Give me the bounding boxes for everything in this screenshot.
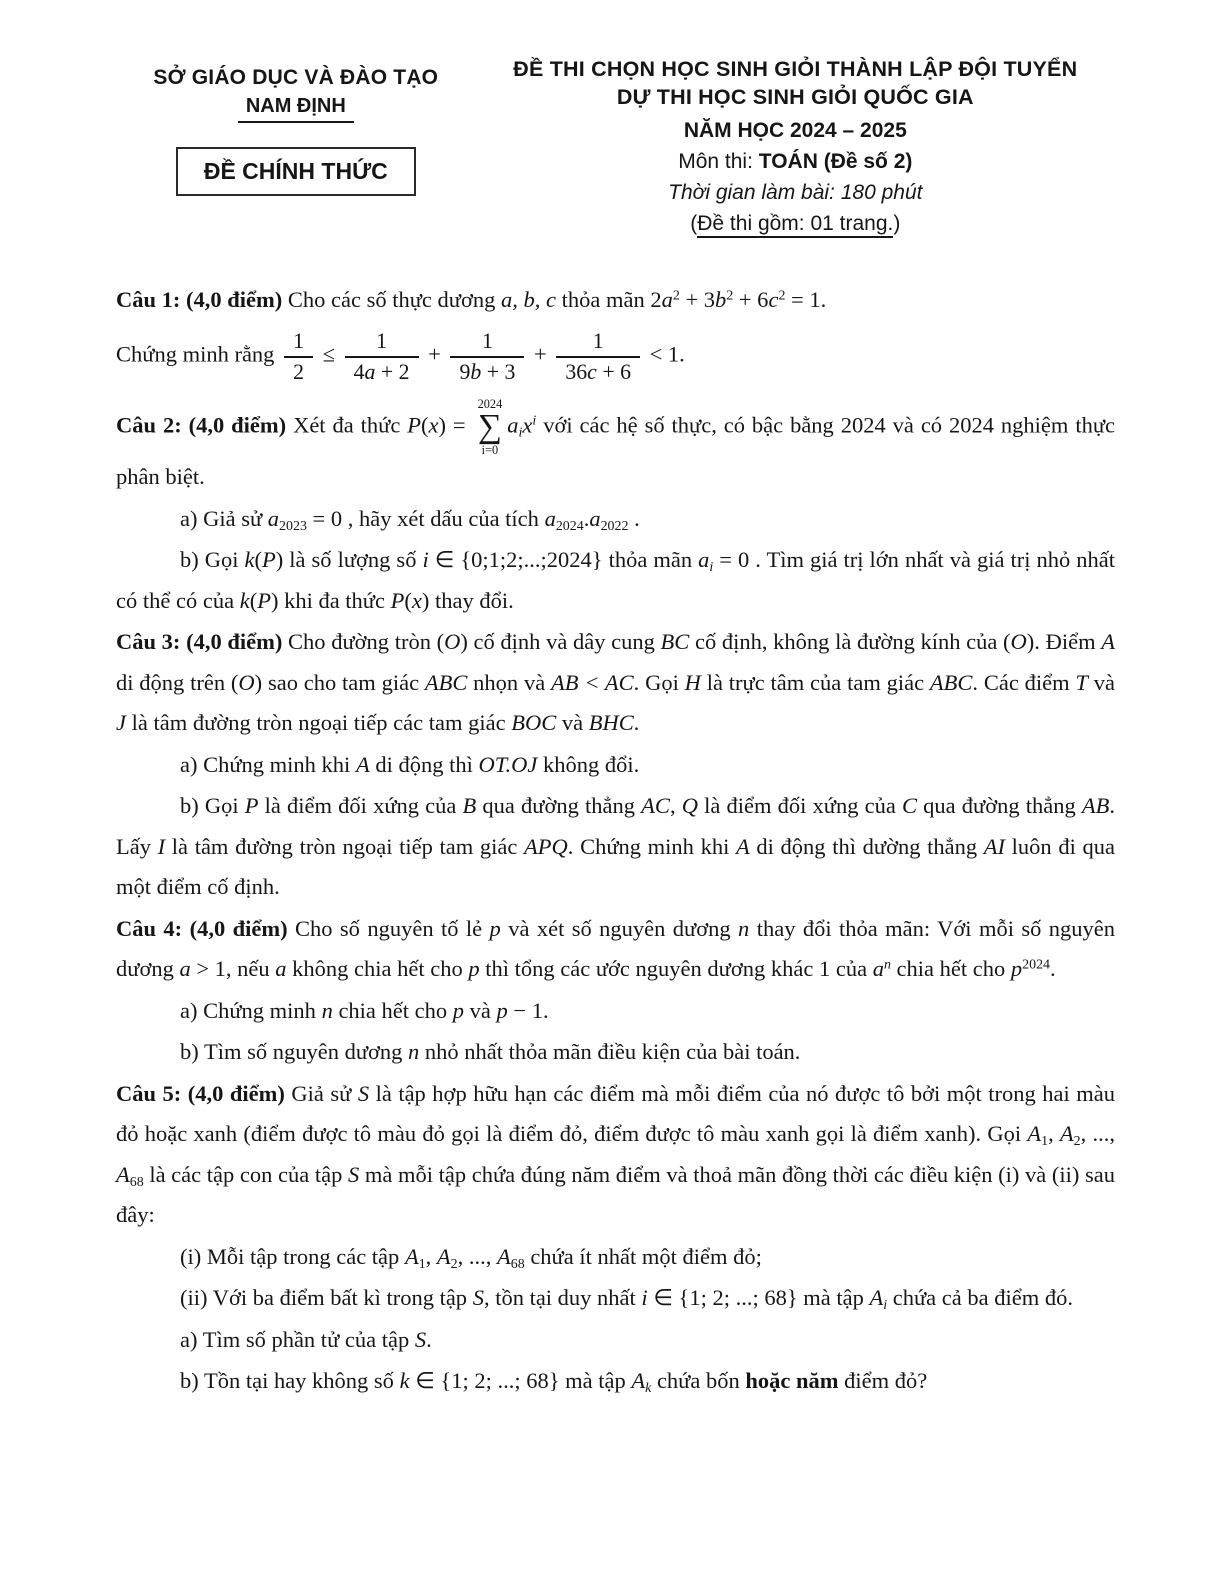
text-run: là điểm đối xứng của bbox=[697, 793, 902, 819]
math-variable: n bbox=[321, 997, 333, 1023]
text-run: điểm đỏ? bbox=[838, 1368, 928, 1394]
text-run: ( bbox=[404, 587, 412, 613]
text-run: , bbox=[1048, 1121, 1060, 1147]
math-variable: OT.OJ bbox=[478, 751, 538, 777]
question-2-part-b bbox=[116, 540, 1115, 621]
text-run: ≤ bbox=[316, 341, 341, 367]
question-3-statement bbox=[116, 622, 1115, 744]
question-3-part-b bbox=[116, 786, 1115, 908]
math-variable: S bbox=[414, 1326, 427, 1352]
math-superscript: i bbox=[532, 413, 537, 429]
math-variable: P bbox=[407, 412, 422, 438]
math-variable: P bbox=[257, 587, 271, 613]
math-superscript: 2 bbox=[726, 288, 734, 304]
official-exam-box bbox=[176, 147, 416, 196]
fraction-numerator bbox=[345, 328, 419, 357]
math-variable: a, b, c bbox=[500, 286, 556, 312]
math-fraction bbox=[556, 328, 640, 384]
math-variable: p bbox=[489, 915, 501, 941]
math-subscript: 68 bbox=[129, 1174, 144, 1190]
text-run: , bbox=[669, 793, 682, 819]
math-variable: AB < AC bbox=[551, 669, 634, 695]
math-variable: i bbox=[641, 1285, 648, 1311]
math-variable: a bbox=[589, 505, 601, 531]
math-variable: a bbox=[698, 547, 710, 573]
math-variable: b bbox=[715, 286, 727, 312]
math-variable: A bbox=[355, 751, 370, 777]
text-run: + bbox=[528, 341, 553, 367]
text-run: ) = bbox=[438, 412, 473, 438]
math-variable: a bbox=[364, 359, 376, 384]
text-run: + 3 bbox=[481, 359, 516, 384]
text-run: Xét đa thức bbox=[286, 412, 408, 438]
text-run: ( bbox=[254, 547, 263, 573]
math-variable: A bbox=[736, 833, 750, 859]
math-variable: S bbox=[472, 1285, 484, 1311]
text-run: thay đổi. bbox=[429, 587, 514, 613]
text-run: . Các điểm bbox=[972, 669, 1076, 695]
text-run: là số lượng số bbox=[283, 547, 423, 573]
text-run: b) Tồn tại hay không số bbox=[180, 1368, 400, 1394]
text-run: = 0 bbox=[306, 505, 343, 531]
bold-text-run: hoặc năm bbox=[745, 1368, 839, 1394]
text-run: di động trên ( bbox=[116, 669, 239, 695]
text-run: . bbox=[628, 505, 640, 531]
math-variable: ABC bbox=[424, 669, 468, 695]
math-variable: O bbox=[1010, 629, 1027, 655]
math-variable: A bbox=[631, 1368, 646, 1394]
math-variable: x bbox=[522, 412, 533, 438]
math-variable: BHC bbox=[588, 710, 634, 736]
text-run: 1 bbox=[481, 329, 493, 354]
math-subscript: k bbox=[645, 1381, 652, 1397]
math-subscript: 2 bbox=[450, 1256, 458, 1272]
text-run: + 6 bbox=[596, 359, 631, 384]
text-run: , nếu bbox=[225, 956, 276, 982]
text-run: mà mỗi tập chứa đúng năm điểm và thoả mãn đồng thời các điều kiện (i) và (ii) sau đây: bbox=[116, 1161, 1116, 1228]
fraction-numerator bbox=[450, 328, 524, 357]
official-exam-label: ĐỀ CHÍNH THỨC bbox=[203, 158, 388, 184]
text-run: Giả sử bbox=[284, 1080, 358, 1106]
math-variable: a bbox=[179, 956, 191, 982]
page-count-line bbox=[476, 212, 1115, 236]
math-variable: BC bbox=[660, 629, 690, 655]
bold-text-run: Câu 3: (4,0 điểm) bbox=[116, 629, 283, 655]
text-run: không chia hết cho bbox=[286, 956, 469, 982]
math-variable: a bbox=[661, 286, 673, 312]
text-run: là tâm đường tròn ngoại tiếp tam giác bbox=[165, 833, 525, 859]
text-run: nhỏ nhất thỏa mãn điều kiện của bài toán. bbox=[419, 1039, 801, 1065]
text-run: ) bbox=[275, 547, 284, 573]
question-5-part-b bbox=[116, 1361, 1115, 1402]
math-variable: A bbox=[436, 1243, 451, 1269]
math-variable: a bbox=[544, 505, 556, 531]
text-run: 36 bbox=[565, 359, 588, 384]
question-5-statement bbox=[116, 1074, 1115, 1236]
math-variable: p bbox=[452, 997, 465, 1023]
text-run: chứa cả ba điểm đó. bbox=[887, 1285, 1073, 1311]
exam-header bbox=[116, 56, 1115, 236]
math-variable: A bbox=[404, 1243, 419, 1269]
math-variable: P bbox=[390, 587, 405, 613]
text-run: không đổi. bbox=[537, 751, 640, 777]
subject-name: TOÁN (Đề số 2) bbox=[758, 149, 913, 173]
math-variable: b bbox=[470, 359, 482, 384]
text-run: . Chứng minh khi bbox=[567, 833, 736, 859]
math-variable: APQ bbox=[524, 833, 568, 859]
text-run: a) Tìm số phần tử của tập bbox=[180, 1326, 415, 1352]
math-sum bbox=[478, 397, 503, 458]
math-variable: P bbox=[262, 547, 276, 573]
text-run: ) bbox=[270, 587, 279, 613]
math-variable: H bbox=[684, 669, 701, 695]
text-run: 1 bbox=[592, 329, 604, 354]
subject-line bbox=[476, 150, 1115, 174]
text-run: mà tập bbox=[797, 1285, 870, 1311]
text-run: là trực tâm của tam giác bbox=[700, 669, 930, 695]
paren-open: ( bbox=[690, 211, 698, 235]
text-run: mà tập bbox=[559, 1368, 632, 1394]
question-5-condition-ii bbox=[116, 1278, 1115, 1319]
text-run: + bbox=[422, 341, 447, 367]
fraction-numerator bbox=[284, 328, 313, 357]
math-variable: O bbox=[444, 629, 461, 655]
text-run: > 1 bbox=[190, 956, 226, 982]
math-variable: A bbox=[1059, 1121, 1074, 1147]
text-run: ( bbox=[421, 412, 429, 438]
school-year: NĂM HỌC 2024 – 2025 bbox=[683, 118, 907, 142]
text-run: 1 bbox=[293, 329, 304, 354]
math-variable: n bbox=[408, 1039, 420, 1065]
question-1-inequality bbox=[116, 328, 1115, 384]
math-variable: ABC bbox=[929, 669, 973, 695]
question-5-condition-i bbox=[116, 1237, 1115, 1278]
math-subscript: 2023 bbox=[279, 518, 307, 534]
math-fraction bbox=[345, 328, 419, 384]
fraction-denominator bbox=[450, 358, 524, 385]
math-variable: J bbox=[116, 710, 126, 736]
math-variable: p bbox=[496, 997, 508, 1023]
text-run: , ..., bbox=[1080, 1121, 1115, 1147]
text-run: . bbox=[1050, 956, 1056, 982]
text-run: , bbox=[425, 1243, 437, 1269]
text-run: và xét số nguyên dương bbox=[500, 915, 739, 941]
text-run: là tâm đường tròn ngoại tiếp các tam giác bbox=[126, 710, 512, 736]
math-variable: k bbox=[399, 1368, 410, 1394]
text-run: (i) Mỗi tập trong các tập bbox=[180, 1243, 405, 1269]
math-variable: a bbox=[872, 956, 884, 982]
text-run: chứa ít nhất một điểm đỏ; bbox=[524, 1243, 762, 1269]
math-variable: a bbox=[275, 956, 287, 982]
sum-lower-limit: i=0 bbox=[481, 443, 499, 458]
math-variable: n bbox=[738, 915, 750, 941]
math-subscript: 2022 bbox=[600, 518, 629, 534]
fraction-numerator bbox=[556, 328, 640, 357]
question-5-part-a bbox=[116, 1320, 1115, 1361]
math-variable: A bbox=[497, 1243, 511, 1269]
text-run: . bbox=[426, 1326, 432, 1352]
text-run: . Lấy bbox=[116, 793, 1115, 859]
math-variable: T bbox=[1075, 669, 1088, 695]
text-run: a) Chứng minh khi bbox=[180, 751, 356, 777]
text-run: . Tìm giá trị lớn nhất và giá trị nhỏ nhất có thể có của bbox=[116, 547, 1115, 613]
text-run: ∈ {1; 2; ...; 68} bbox=[647, 1285, 798, 1311]
sigma-symbol: ∑ bbox=[477, 407, 502, 445]
text-run: Chứng minh rằng bbox=[116, 341, 281, 367]
math-variable: A bbox=[1027, 1121, 1042, 1147]
text-run: cố định, không là đường kính của ( bbox=[689, 629, 1011, 655]
issuing-authority-block bbox=[116, 56, 476, 236]
math-variable: k bbox=[244, 547, 255, 573]
bold-text-run: Câu 1: (4,0 điểm) bbox=[116, 286, 283, 312]
paren-close: ) bbox=[893, 211, 901, 235]
text-run: chia hết cho bbox=[332, 997, 453, 1023]
math-subscript: 1 bbox=[1041, 1134, 1049, 1150]
text-run: b) Gọi bbox=[180, 547, 245, 573]
math-variable: AB bbox=[1081, 793, 1110, 819]
math-variable: x bbox=[411, 587, 422, 613]
text-run: khi đa thức bbox=[278, 587, 391, 613]
text-run: di động thì bbox=[369, 751, 479, 777]
question-4-statement bbox=[116, 909, 1115, 990]
math-variable: A bbox=[1101, 629, 1115, 655]
text-run: là điểm đối xứng của bbox=[258, 793, 463, 819]
text-run: luôn đi qua một điểm cố định. bbox=[116, 833, 1115, 900]
text-run: , ..., bbox=[457, 1243, 497, 1269]
text-run: và bbox=[556, 710, 589, 736]
text-run: ). Điểm bbox=[1026, 629, 1102, 655]
exam-title-line2: DỰ THI HỌC SINH GIỎI QUỐC GIA bbox=[616, 84, 974, 109]
math-variable: p bbox=[468, 956, 480, 982]
math-subscript: i bbox=[518, 425, 523, 441]
authority-name: SỞ GIÁO DỤC VÀ ĐÀO TẠO bbox=[153, 66, 439, 89]
text-run: a) Giả sử bbox=[180, 505, 268, 531]
text-run: qua đường thẳng bbox=[916, 793, 1082, 819]
question-4-part-a bbox=[116, 991, 1115, 1032]
math-subscript: i bbox=[709, 560, 714, 576]
math-superscript: n bbox=[883, 957, 891, 973]
text-run: là tập hợp hữu hạn các điểm mà mỗi điểm của nó được tô bởi một trong hai màu đỏ hoặc xanh (điểm được tô màu đỏ gọi là điểm đỏ, điểm được tô màu xanh gọi là điểm xanh). Gọi bbox=[116, 1080, 1116, 1147]
fraction-denominator bbox=[345, 358, 419, 385]
text-run: thỏa mãn bbox=[602, 547, 699, 573]
math-subscript: 1 bbox=[418, 1256, 426, 1272]
exam-body bbox=[116, 280, 1115, 1402]
text-run: . Gọi bbox=[633, 669, 685, 695]
math-variable: A bbox=[869, 1285, 884, 1311]
math-variable: B bbox=[462, 793, 477, 819]
math-variable: BOC bbox=[511, 710, 557, 736]
math-fraction bbox=[450, 328, 524, 384]
province-name: NAM ĐỊNH bbox=[238, 92, 354, 123]
math-variable: C bbox=[901, 793, 917, 819]
text-run: ( bbox=[249, 587, 258, 613]
text-run: Cho các số thực dương bbox=[282, 286, 501, 312]
math-subscript: 2 bbox=[1073, 1134, 1081, 1150]
text-run: = 1. bbox=[785, 286, 827, 312]
text-run: . bbox=[583, 505, 590, 531]
math-variable: P bbox=[244, 793, 259, 819]
math-variable: S bbox=[347, 1161, 360, 1187]
text-run: 9 bbox=[459, 359, 471, 384]
bold-text-run: Câu 2: (4,0 điểm) bbox=[116, 412, 287, 438]
exam-title-block bbox=[476, 56, 1115, 236]
math-superscript: 2 bbox=[778, 288, 786, 304]
text-run: di động thì dường thẳng bbox=[749, 833, 984, 859]
text-run: Cho số nguyên tố lẻ bbox=[287, 915, 490, 941]
math-variable: O bbox=[238, 669, 255, 695]
text-run: < 1. bbox=[643, 341, 685, 367]
bold-text-run: Câu 4: (4,0 điểm) bbox=[116, 915, 288, 941]
text-run: , hãy xét dấu của tích bbox=[342, 505, 545, 531]
math-subscript: 2024 bbox=[555, 518, 584, 534]
math-variable: A bbox=[116, 1161, 130, 1187]
sum-upper-limit: 2024 bbox=[477, 396, 503, 411]
text-run: ) cố định và dây cung bbox=[460, 629, 661, 655]
text-run: và bbox=[1087, 669, 1115, 695]
math-variable: c bbox=[587, 359, 597, 384]
text-run: và bbox=[464, 997, 497, 1023]
math-superscript: 2024 bbox=[1022, 957, 1050, 973]
math-variable: k bbox=[239, 587, 250, 613]
question-4-part-b bbox=[116, 1032, 1115, 1073]
math-variable: c bbox=[768, 286, 779, 312]
text-run: − 1. bbox=[507, 997, 549, 1023]
text-run: ∈ {1; 2; ...; 68} bbox=[409, 1368, 560, 1394]
text-run: chia hết cho bbox=[890, 956, 1011, 982]
math-variable: S bbox=[357, 1080, 370, 1106]
text-run: + 2 bbox=[375, 359, 410, 384]
text-run: ∈ {0;1;2;...;2024} bbox=[428, 547, 603, 573]
text-run: nhọn và bbox=[467, 669, 552, 695]
text-run: = 0 bbox=[713, 547, 750, 573]
text-run: . bbox=[633, 710, 640, 736]
text-run: a) Chứng minh bbox=[180, 997, 322, 1023]
question-3-part-a bbox=[116, 745, 1115, 786]
text-run: 2 bbox=[650, 286, 662, 312]
text-run: thì tổng các ước nguyên dương khác 1 của bbox=[479, 956, 873, 982]
text-run: ) bbox=[421, 587, 430, 613]
text-run: , tồn tại duy nhất bbox=[483, 1285, 642, 1311]
text-run: ) sao cho tam giác bbox=[254, 669, 425, 695]
province-name-wrap bbox=[116, 90, 476, 123]
text-run: + 3 bbox=[679, 286, 716, 312]
fraction-denominator bbox=[284, 358, 313, 385]
text-run: 4 bbox=[353, 359, 365, 384]
text-run: với các hệ số thực, có bậc bằng 2024 và có 2024 nghiệm thực phân biệt. bbox=[116, 412, 1116, 490]
math-variable: AC bbox=[641, 793, 670, 819]
text-run: thỏa mãn bbox=[555, 286, 651, 312]
subject-prefix: Môn thi: bbox=[678, 149, 759, 173]
math-variable: a bbox=[507, 412, 519, 438]
text-run: là các tập con của tập bbox=[143, 1161, 348, 1187]
math-superscript: 2 bbox=[672, 288, 680, 304]
math-variable: I bbox=[157, 833, 166, 859]
duration-line: Thời gian làm bài: 180 phút bbox=[668, 180, 923, 204]
math-variable: i bbox=[422, 547, 429, 573]
bold-text-run: Câu 5: (4,0 điểm) bbox=[116, 1080, 285, 1106]
math-variable: Q bbox=[681, 793, 698, 819]
text-run: (ii) Với ba điểm bất kì trong tập bbox=[180, 1285, 473, 1311]
text-run: b) Gọi bbox=[180, 793, 245, 819]
math-subscript: i bbox=[883, 1298, 888, 1314]
question-2-part-a bbox=[116, 499, 1115, 540]
text-run: chứa bốn bbox=[651, 1368, 746, 1394]
text-run: 2 bbox=[293, 359, 304, 384]
math-variable: x bbox=[428, 412, 439, 438]
text-run: 1 bbox=[376, 329, 387, 354]
question-2-statement bbox=[116, 397, 1115, 498]
math-fraction bbox=[284, 328, 313, 384]
text-run: thay đổi thỏa mãn: Với mỗi số nguyên dương bbox=[116, 915, 1116, 982]
question-1-statement bbox=[116, 280, 1115, 321]
exam-title-line1: ĐỀ THI CHỌN HỌC SINH GIỎI THÀNH LẬP ĐỘI TUYỂN bbox=[513, 57, 1078, 81]
page-count-text: Đề thi gồm: 01 trang. bbox=[697, 212, 893, 238]
math-subscript: 68 bbox=[510, 1256, 525, 1272]
fraction-denominator bbox=[556, 358, 640, 385]
text-run: qua đường thẳng bbox=[476, 793, 642, 819]
text-run: b) Tìm số nguyên dương bbox=[180, 1039, 409, 1065]
math-variable: p bbox=[1010, 956, 1023, 982]
text-run: + 6 bbox=[733, 286, 769, 312]
math-variable: AI bbox=[983, 833, 1006, 859]
text-run: Cho đường tròn ( bbox=[282, 629, 445, 655]
math-variable: a bbox=[267, 505, 280, 531]
